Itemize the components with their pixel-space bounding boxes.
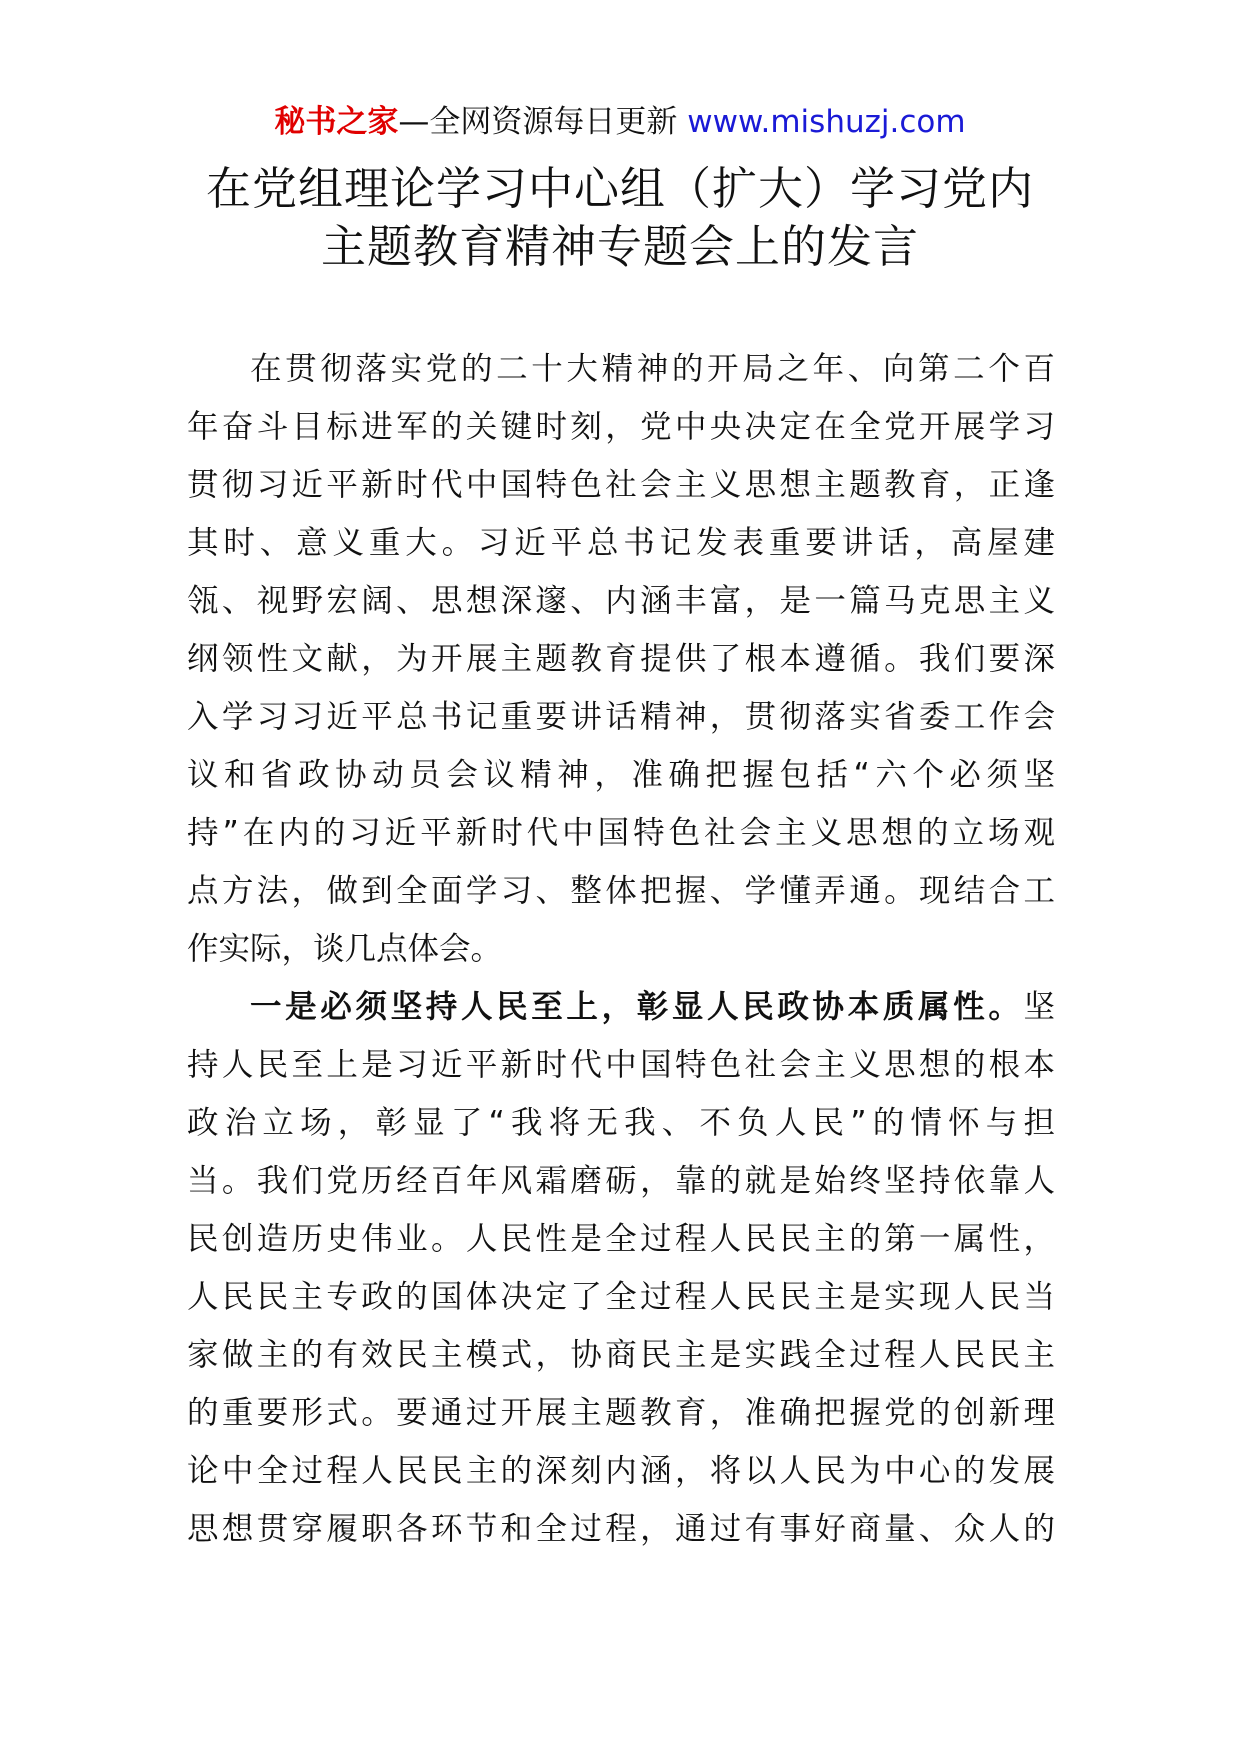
text-line: 持人民至上是习近平新时代中国特色社会主义思想的根本 xyxy=(187,1047,1055,1083)
title-line-1: 在党组理论学习中心组（扩大）学习党内 xyxy=(205,162,1034,215)
document-title xyxy=(150,160,1090,276)
text-line: 思想贯穿履职各环节和全过程，通过有事好商量、众人的 xyxy=(187,1511,1055,1547)
site-header xyxy=(0,100,1240,144)
text-line: 论中全过程人民民主的深刻内涵，将以人民为中心的发展 xyxy=(187,1453,1055,1489)
text-line-first xyxy=(187,978,1055,1036)
text-line: 纲领性文献，为开展主题教育提供了根本遵循。我们要深 xyxy=(187,641,1055,677)
point-heading: 一是必须坚持人民至上，彰显人民政协本质属性。 xyxy=(250,989,1024,1025)
text-line: 年奋斗目标进军的关键时刻，党中央决定在全党开展学习 xyxy=(187,409,1055,445)
text-run: 坚 xyxy=(1023,989,1055,1025)
text-line: 议和省政协动员会议精神，准确把握包括“六个必须坚 xyxy=(187,757,1055,793)
title-line-2: 主题教育精神专题会上的发言 xyxy=(320,220,919,273)
text-line: 人民民主专政的国体决定了全过程人民民主是实现人民当 xyxy=(187,1279,1055,1315)
text-line: 持”在内的习近平新时代中国特色社会主义思想的立场观 xyxy=(187,815,1055,851)
text-line: 家做主的有效民主模式，协商民主是实践全过程人民民主 xyxy=(187,1337,1055,1373)
text-line: 政治立场，彰显了“我将无我、不负人民”的情怀与担 xyxy=(187,1105,1055,1141)
text-line: 贯彻习近平新时代中国特色社会主义思想主题教育，正逢 xyxy=(187,467,1055,503)
site-brand: 秘书之家 xyxy=(274,104,399,140)
site-slogan: —全网资源每日更新 xyxy=(398,104,678,140)
text-line: 当。我们党历经百年风霜磨砺，靠的就是始终坚持依靠人 xyxy=(187,1163,1055,1199)
document-body xyxy=(187,340,1055,1558)
text-line: 入学习习近平总书记重要讲话精神，贯彻落实省委工作会 xyxy=(187,699,1055,735)
text-line: 民创造历史伟业。人民性是全过程人民民主的第一属性， xyxy=(187,1221,1055,1257)
text-line: 瓴、视野宏阔、思想深邃、内涵丰富，是一篇马克思主义 xyxy=(187,583,1055,619)
paragraph-point-one xyxy=(187,978,1055,1558)
text-line: 其时、意义重大。习近平总书记发表重要讲话，高屋建 xyxy=(187,525,1055,561)
text-line: 在贯彻落实党的二十大精神的开局之年、向第二个百 xyxy=(250,351,1055,387)
site-url: www.mishuzj.com xyxy=(687,104,966,140)
text-line: 点方法，做到全面学习、整体把握、学懂弄通。现结合工 xyxy=(187,873,1055,909)
text-line: 的重要形式。要通过开展主题教育，准确把握党的创新理 xyxy=(187,1395,1055,1431)
text-line: 作实际，谈几点体会。 xyxy=(187,931,503,967)
paragraph-intro xyxy=(187,340,1055,978)
